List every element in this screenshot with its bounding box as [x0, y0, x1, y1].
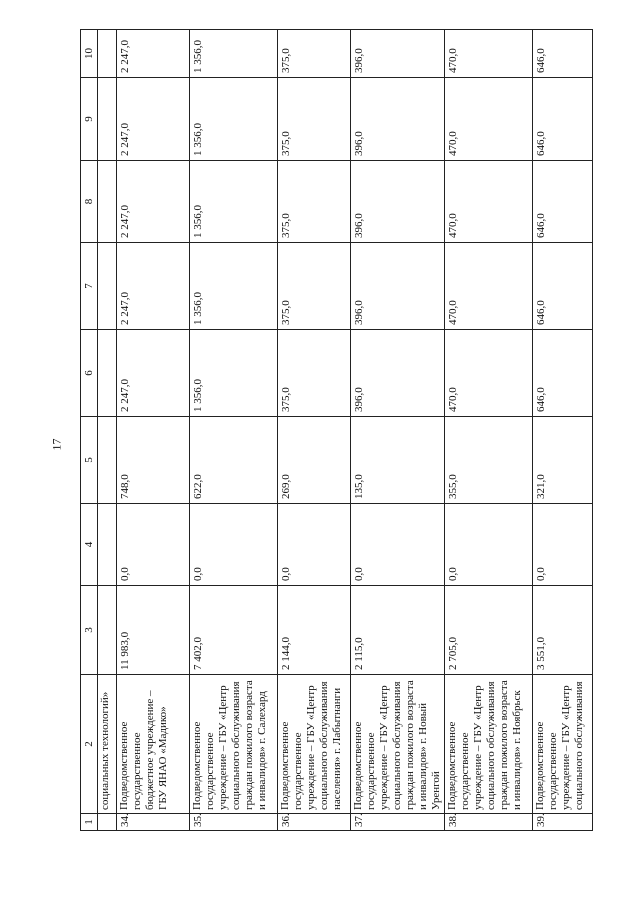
table-row — [532, 30, 592, 831]
header-col-3: 3 — [81, 586, 98, 675]
value-col-10: 375,0 — [278, 30, 351, 78]
value-col-6: 646,0 — [532, 330, 592, 417]
value-col-10: 470,0 — [444, 30, 532, 78]
value-col-9: 1 356,0 — [190, 78, 278, 161]
value-col-6: 1 356,0 — [190, 330, 278, 417]
header-col-10: 10 — [81, 30, 98, 78]
value-col-3: 2 115,0 — [351, 586, 445, 675]
value-col-3: 2 144,0 — [278, 586, 351, 675]
value-col-5: 321,0 — [532, 417, 592, 504]
continuation-text: социальных технологий» — [98, 675, 117, 814]
table-row — [351, 30, 445, 831]
header-col-6: 6 — [81, 330, 98, 417]
table-row — [117, 30, 190, 831]
value-col-5: 135,0 — [351, 417, 445, 504]
row-number: 36. — [278, 814, 351, 831]
value-col-9: 375,0 — [278, 78, 351, 161]
header-col-2: 2 — [81, 675, 98, 814]
table-row — [444, 30, 532, 831]
institution-name: Подведомственное государственное учреждение – ГБУ «Центр социального обслуживания населения» г. Лабытнанги — [278, 675, 351, 814]
header-col-4: 4 — [81, 504, 98, 586]
value-col-10: 646,0 — [532, 30, 592, 78]
value-col-6: 396,0 — [351, 330, 445, 417]
value-col-4: 0,0 — [117, 504, 190, 586]
table-row — [278, 30, 351, 831]
rotated-table-wrapper — [80, 40, 626, 831]
value-col-9: 470,0 — [444, 78, 532, 161]
value-col-9: 646,0 — [532, 78, 592, 161]
row-number: 39. — [532, 814, 592, 831]
header-row — [81, 30, 98, 831]
value-col-6: 470,0 — [444, 330, 532, 417]
value-col-5: 269,0 — [278, 417, 351, 504]
value-col-8: 1 356,0 — [190, 161, 278, 243]
row-number: 38. — [444, 814, 532, 831]
value-col-7: 2 247,0 — [117, 243, 190, 330]
header-col-7: 7 — [81, 243, 98, 330]
header-col-1: 1 — [81, 814, 98, 831]
page-number: 17 — [49, 438, 64, 451]
row-number: 34. — [117, 814, 190, 831]
value-col-5: 355,0 — [444, 417, 532, 504]
value-col-7: 1 356,0 — [190, 243, 278, 330]
value-col-8: 646,0 — [532, 161, 592, 243]
row-number: 37. — [351, 814, 445, 831]
row-number: 35. — [190, 814, 278, 831]
value-col-7: 646,0 — [532, 243, 592, 330]
value-col-8: 396,0 — [351, 161, 445, 243]
institution-name: Подведомственное государственное учреждение – ГБУ «Центр социального обслуживания граждан пожилого возраста и инвалидов» г. Салехард — [190, 675, 278, 814]
value-col-9: 2 247,0 — [117, 78, 190, 161]
value-col-10: 396,0 — [351, 30, 445, 78]
institution-name: Подведомственное государственное учреждение – ГБУ «Центр социального обслуживания граждан пожилого возраста и инвалидов» г. Ноябрьск — [444, 675, 532, 814]
table-row — [190, 30, 278, 831]
value-col-7: 470,0 — [444, 243, 532, 330]
header-col-9: 9 — [81, 78, 98, 161]
value-col-4: 0,0 — [190, 504, 278, 586]
value-col-4: 0,0 — [444, 504, 532, 586]
institution-name: Подведомственное государственное бюджетное учреждение – ГБУ ЯНАО «Мадико» — [117, 675, 190, 814]
value-col-3: 3 551,0 — [532, 586, 592, 675]
value-col-8: 375,0 — [278, 161, 351, 243]
header-col-8: 8 — [81, 161, 98, 243]
value-col-8: 470,0 — [444, 161, 532, 243]
value-col-7: 396,0 — [351, 243, 445, 330]
value-col-9: 396,0 — [351, 78, 445, 161]
value-col-5: 748,0 — [117, 417, 190, 504]
value-col-3: 7 402,0 — [190, 586, 278, 675]
continuation-row — [98, 30, 117, 831]
value-col-5: 622,0 — [190, 417, 278, 504]
value-col-3: 11 983,0 — [117, 586, 190, 675]
budget-table — [80, 29, 593, 831]
value-col-4: 0,0 — [278, 504, 351, 586]
value-col-10: 2 247,0 — [117, 30, 190, 78]
value-col-4: 0,0 — [532, 504, 592, 586]
value-col-8: 2 247,0 — [117, 161, 190, 243]
value-col-6: 375,0 — [278, 330, 351, 417]
institution-name: Подведомственное государственное учреждение – ГБУ «Центр социального обслуживания граждан пожилого возраста и инвалидов» г. Новый Уренгой — [351, 675, 445, 814]
value-col-3: 2 705,0 — [444, 586, 532, 675]
value-col-7: 375,0 — [278, 243, 351, 330]
value-col-6: 2 247,0 — [117, 330, 190, 417]
institution-name: Подведомственное государственное учреждение – ГБУ «Центр социального обслуживания — [532, 675, 592, 814]
value-col-4: 0,0 — [351, 504, 445, 586]
value-col-10: 1 356,0 — [190, 30, 278, 78]
header-col-5: 5 — [81, 417, 98, 504]
